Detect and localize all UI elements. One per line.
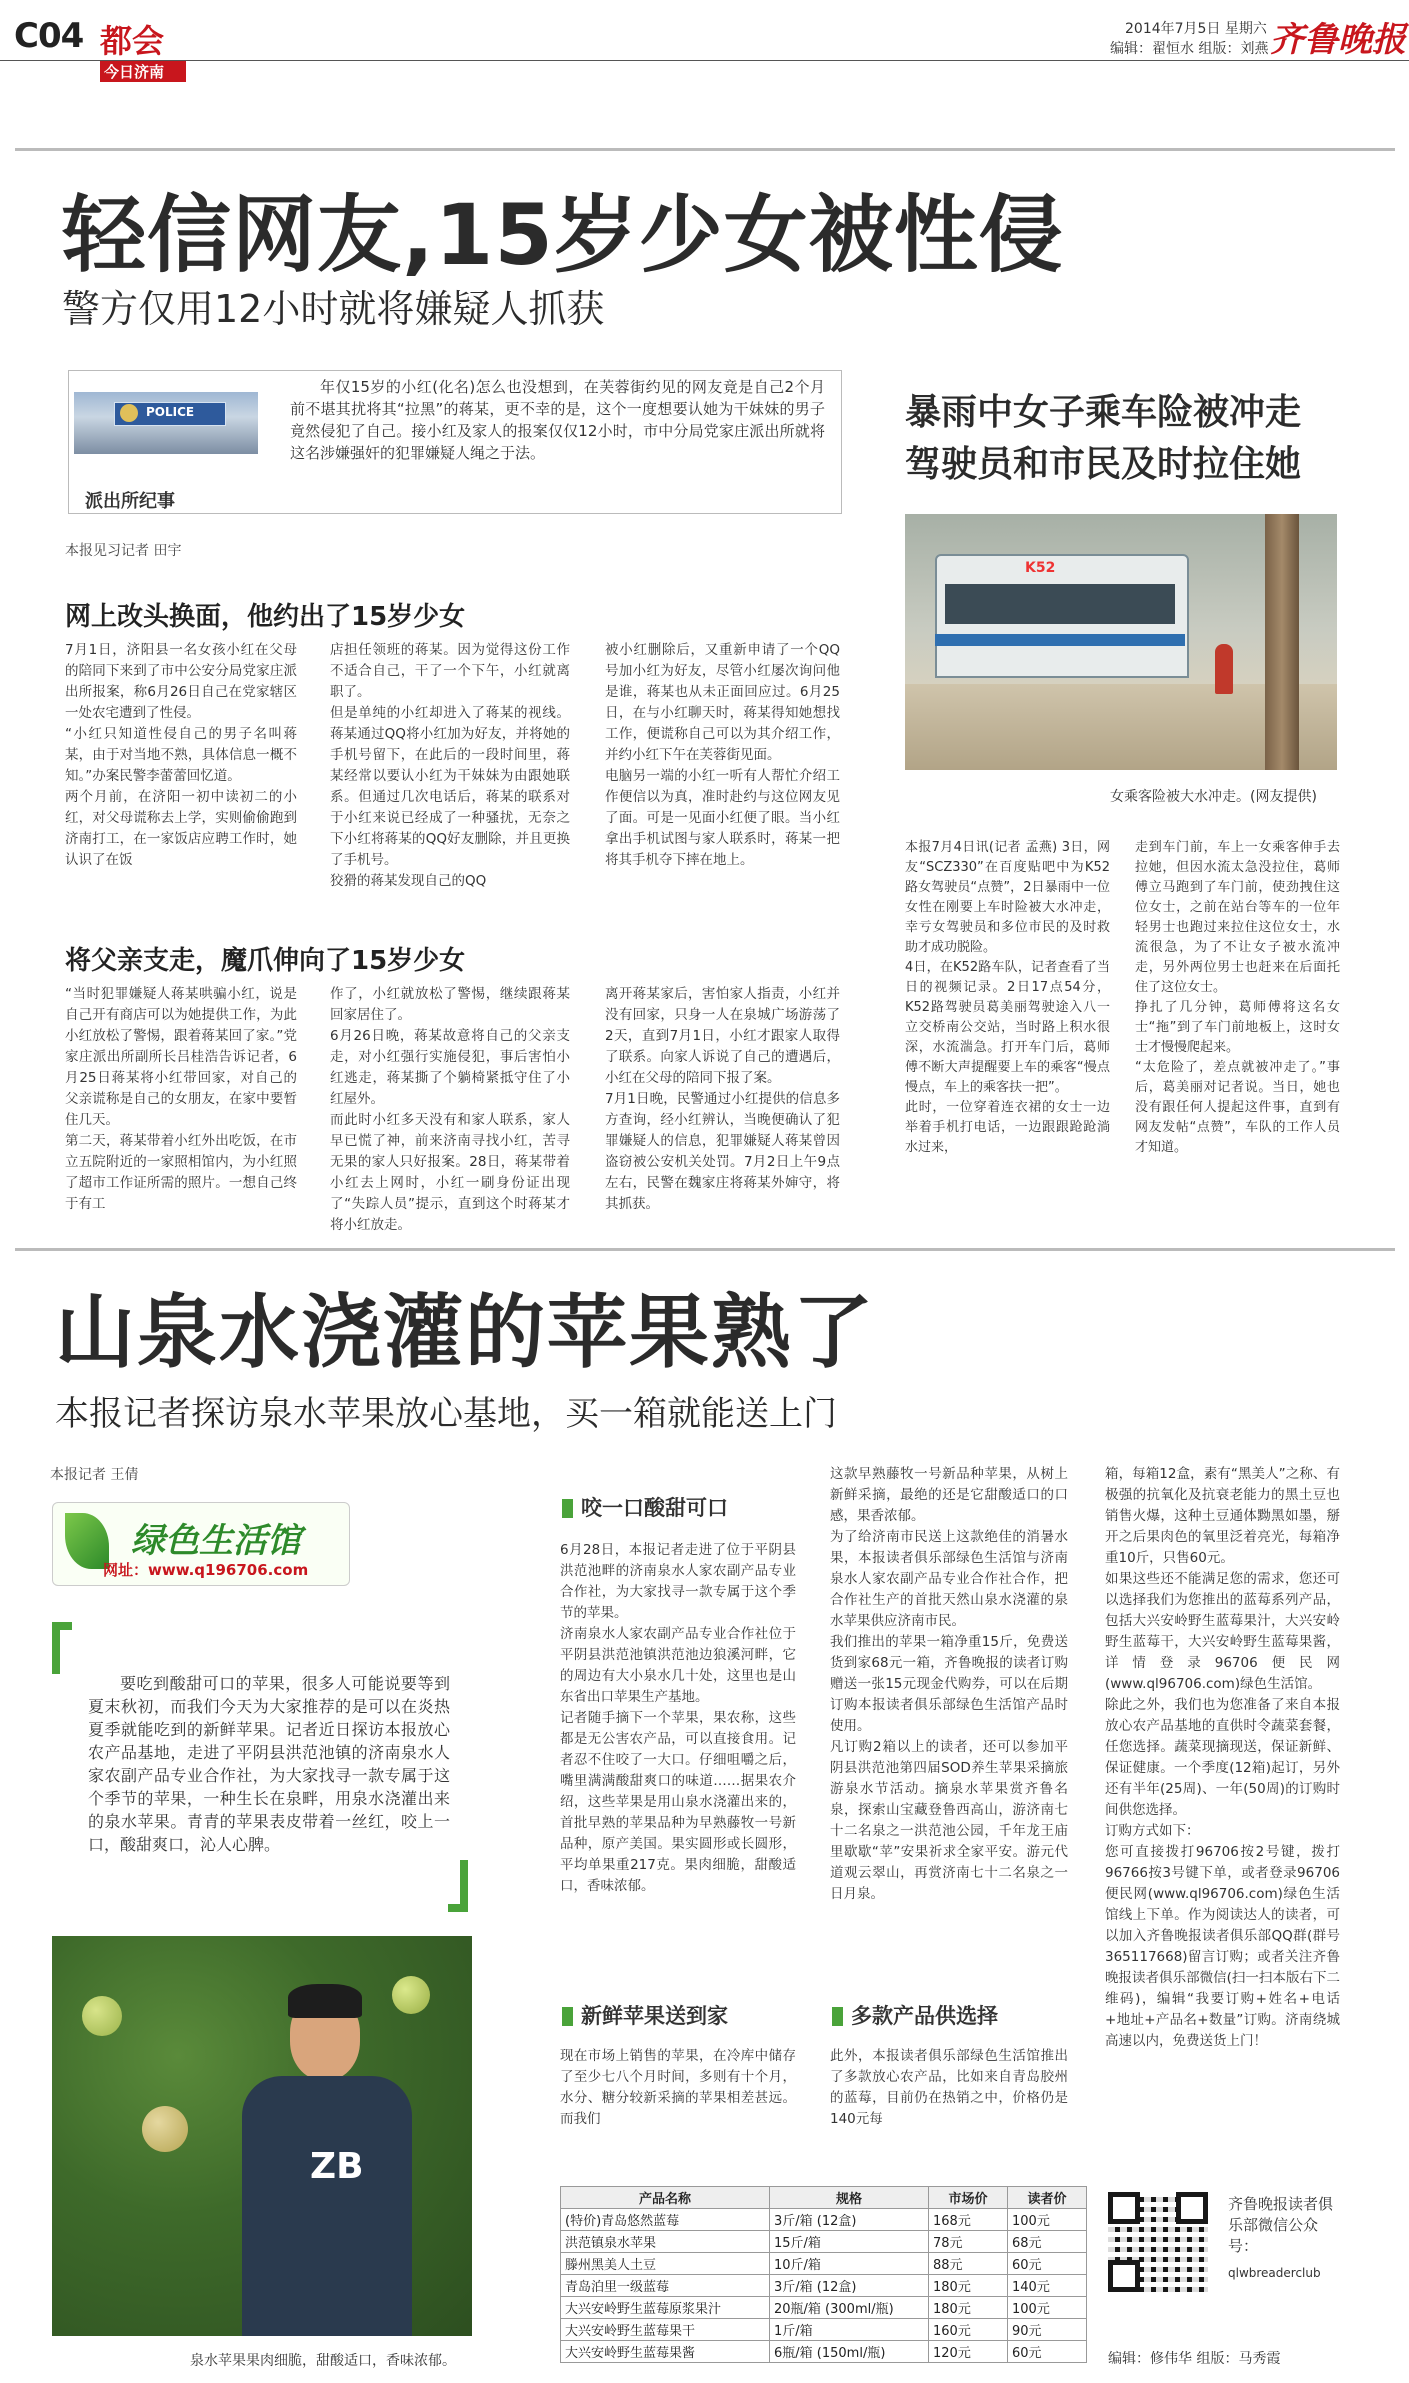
story1-subhead: 警方仅用12小时就将嫌疑人抓获 bbox=[62, 287, 605, 331]
product-spec: 6瓶/箱 (150ml/瓶) bbox=[770, 2341, 929, 2363]
table-header-row bbox=[561, 2187, 1087, 2209]
story1-section1-title: 网上改头换面，他约出了15岁少女 bbox=[65, 602, 466, 632]
col-header: 市场价 bbox=[929, 2187, 1008, 2209]
market-price: 160元 bbox=[929, 2319, 1008, 2341]
story1-intro: 年仅15岁的小红(化名)怎么也没想到，在芙蓉街约见的网友竟是自己2个月前不堪其扰将其“拉黑”的蒋某，更不幸的是，这个一度想要认她为干妹妹的男子竟然侵犯了自己。接小红及家人的报案仅仅12小时，市中分局党家庄派出所就将这名涉嫌强奸的犯罪嫌疑人绳之于法。 bbox=[290, 378, 825, 462]
col3-text: 这款早熟藤牧一号新品种苹果，从树上新鲜采摘，最绝的还是它甜酸适口的口感，果香浓郁。 为了给济南市民送上这款绝佳的消暑水果，本报读者俱乐部绿色生活馆与济南泉水人家农副产品专业合作社合作，把合作社生产的首批天然山泉水浇灌的泉水苹果供应济南市民。 我们推出的苹果一箱净重15斤，免费送货到家68元一箱，齐鲁晚报的读者订购赠送一张15元现金代购券，可以在后期订购本报读者俱乐部绿色生活馆产品时使用。 凡订购2箱以上的读者，还可以参加平阴县洪范池第四届SOD养生苹果采摘旅游泉水节活动。摘泉水苹果赏齐鲁名泉，探索山宝藏登鲁西高山，游济南七十二名泉之一洪范池公园，千年龙王庙里歇歇“苹”安果祈求全家平安。游元代道观云翠山，再赏济南七十二名泉之一日月泉。 bbox=[830, 1466, 1068, 1902]
market-price: 180元 bbox=[929, 2275, 1008, 2297]
police-sign-text: POLICE bbox=[146, 405, 195, 419]
product-spec: 20瓶/箱 (300ml/瓶) bbox=[770, 2297, 929, 2319]
apple-3 bbox=[392, 1976, 430, 2014]
qr-finder-bl bbox=[1108, 2260, 1140, 2292]
market-price: 168元 bbox=[929, 2209, 1008, 2231]
sec1-title bbox=[562, 1492, 728, 1522]
story3-intro: 要吃到酸甜可口的苹果，很多人可能说要等到夏末秋初，而我们今天为大家推荐的是可以在炎热夏季就能吃到的新鲜苹果。记者近日探访本报放心农产品基地，走进了平阴县洪范池镇的济南泉水人家农副产品专业合作社，为大家找寻一款专属于这个季节的苹果，一种生长在泉畔，用泉水浇灌出来的泉水苹果。青青的苹果表皮带着一丝红，咬上一口，酸甜爽口，沁人心脾。 bbox=[88, 1674, 450, 1854]
sec2-title bbox=[562, 2000, 728, 2030]
qr-finder-tl bbox=[1108, 2192, 1140, 2224]
apple-1 bbox=[82, 1996, 122, 2036]
reader-price: 140元 bbox=[1008, 2275, 1087, 2297]
sec1-title-text: 咬一口酸甜可口 bbox=[581, 1496, 728, 1520]
reader-price: 60元 bbox=[1008, 2341, 1087, 2363]
section-marker bbox=[562, 2007, 573, 2026]
bus-stripe bbox=[935, 634, 1185, 646]
top-divider bbox=[15, 148, 1395, 151]
reader-price: 90元 bbox=[1008, 2319, 1087, 2341]
story3-subhead: 本报记者探访泉水苹果放心基地，买一箱就能送上门 bbox=[55, 1394, 837, 1434]
product-name: 大兴安岭野生蓝莓果酱 bbox=[561, 2341, 770, 2363]
logo-url: 网址：www.q196706.com bbox=[103, 1561, 309, 1579]
market-price: 120元 bbox=[929, 2341, 1008, 2363]
sec2-title-text: 新鲜苹果送到家 bbox=[581, 2004, 728, 2028]
sec2-text: 现在市场上销售的苹果，在冷库中储存了至少七八个月时间，多则有十个月，水分、糖分较新采摘的苹果相差甚远。而我们 bbox=[560, 2048, 796, 2127]
apple-photo-caption: 泉水苹果果肉细脆，甜酸适口，香味浓郁。 bbox=[190, 2353, 456, 2369]
market-price: 88元 bbox=[929, 2253, 1008, 2275]
flood-bus-photo bbox=[905, 514, 1337, 770]
table-row bbox=[561, 2319, 1087, 2341]
apple-2 bbox=[142, 2106, 188, 2152]
sec3-title bbox=[832, 2000, 998, 2030]
police-station-photo bbox=[74, 392, 258, 454]
table-row bbox=[561, 2231, 1087, 2253]
qr-finder-tr bbox=[1176, 2192, 1208, 2224]
reader-price: 60元 bbox=[1008, 2253, 1087, 2275]
farmer-shirt bbox=[242, 2076, 412, 2336]
table-row bbox=[561, 2297, 1087, 2319]
table-row bbox=[561, 2275, 1087, 2297]
col4-text: 箱，每箱12盒，素有“黑美人”之称、有极强的抗氧化及抗衰老能力的黑土豆也销售火爆，这种土豆通体黝黑如墨，掰开之后果肉色的氧里泛着亮光，每箱净重10斤，只售60元。 如果这些还不能满足您的需求，您还可以选择我们为您推出的蓝莓系列产品，包括大兴安岭野生蓝莓果汁，大兴安岭野生蓝莓干，大兴安岭野生蓝莓果酱，详情登录96706便民网(www.ql96706.com)绿色生活馆。 除此之外，我们也为您准备了来自本报放心农产品基地的直供时令蔬菜套餐，任您选择。蔬菜现摘现送，保证新鲜、保证健康。一个季度(12箱)起订，另外还有半年(25周)、一年(50周)的订购时间供您选择。 订购方式如下： 您可直接拨打96706按2号键，拨打96766按3号键下单，或者登录96706便民网(www.ql96706.com)绿色生活馆线上下单。作为阅读达人的读者，可以加入齐鲁晚报读者俱乐部QQ群(群号365117668)留言订购；或者关注齐鲁晚报读者俱乐部微信(扫一扫本版右下二维码)，编辑“我要订购+姓名+电话+地址+产品名+数量”订购。济南绕城高速以内，免费送货上门！ bbox=[1105, 1466, 1340, 2049]
story1-s1-col1: 7月1日，济阳县一名女孩小红在父母的陪同下来到了市中公安分局党家庄派出所报案，称6月26日自己在党家辖区一处农宅遭到了性侵。 “小红只知道性侵自己的男子名叫蒋某，由于对当地不熟，具体信息一概不知。”办案民警李蕾蕾回忆道。 两个月前，在济阳一初中读初二的小红，对父母谎称去上学，实则偷偷跑到济南打工，在一家饭店应聘工作时，她认识了在饭 bbox=[65, 642, 297, 868]
police-emblem-icon bbox=[120, 404, 138, 422]
col-header: 产品名称 bbox=[561, 2187, 770, 2209]
story1-byline: 本报见习记者 田宇 bbox=[65, 543, 182, 559]
column-tag: 派出所纪事 bbox=[85, 491, 175, 512]
shirt-logo: ZB bbox=[310, 2146, 364, 2187]
story1-s1-col2: 店担任领班的蒋某。因为觉得这份工作不适合自己，干了一个下午，小红就离职了。 但是单纯的小红却进入了蒋某的视线。蒋某通过QQ将小红加为好友，并将她的手机号留下，在此后的一段时间里，蒋某经常以要认小红为干妹妹为由跟她联系。但通过几次电话后，蒋某的联系对于小红来说已经成了一种骚扰，无奈之下小红将蒋某的QQ好友删除，并且更换了手机号。 狡猾的蒋某发现自己的QQ bbox=[330, 642, 570, 889]
qr-account-id: qlwbreaderclub bbox=[1228, 2266, 1321, 2280]
story3-headline: 山泉水浇灌的苹果熟了 bbox=[55, 1286, 875, 1379]
story2-col1: 本报7月4日讯(记者 孟燕) 3日，网友“SCZ330”在百度贴吧中为K52路女驾驶员“点赞”，2日暴雨中一位女性在刚要上车时险被大水冲走，幸亏女驾驶员和多位市民的及时救助才成功脱险。 4日，在K52路车队，记者查看了当日的视频记录。2日17点54分，K52路驾驶员葛美丽驾驶途入八一立交桥南公交站，当时路上积水很深，水流湍急。打开车门后，葛师傅不断大声提醒要上车的乘客“慢点慢点，车上的乘客扶一把”。 此时，一位穿着连衣裙的女士一边举着手机打电话，一边跟跟跄跄淌水过来， bbox=[905, 840, 1110, 1155]
issue-date: 2014年7月5日 星期六 bbox=[1125, 21, 1267, 37]
col-header: 读者价 bbox=[1008, 2187, 1087, 2209]
market-price: 180元 bbox=[929, 2297, 1008, 2319]
reader-price: 100元 bbox=[1008, 2297, 1087, 2319]
reader-price: 68元 bbox=[1008, 2231, 1087, 2253]
product-name: 青岛泊里一级蓝莓 bbox=[561, 2275, 770, 2297]
story1-s2-col3: 离开蒋某家后，害怕家人指责，小红并没有回家，只身一人在泉城广场游荡了2天，直到7月1日，小红才跟家人取得了联系。向家人诉说了自己的遭遇后，小红在父母的陪同下报了案。 7月1日晚，民警通过小红提供的信息多方查询，经小红辨认，当晚便确认了犯罪嫌疑人的信息，犯罪嫌疑人蒋某曾因盗窃被公安机关处罚。7月2日上午9点左右，民警在魏家庄将蒋某外婶守，将其抓获。 bbox=[605, 986, 840, 1212]
masthead-rule bbox=[0, 60, 1409, 61]
page-number: C04 bbox=[14, 16, 84, 56]
sec3-text: 此外，本报读者俱乐部绿色生活馆推出了多款放心农产品，比如来自青岛胶州的蓝莓，目前仍在热销之中，价格仍是140元每 bbox=[830, 2048, 1068, 2127]
product-name: 大兴安岭野生蓝莓原浆果汁 bbox=[561, 2297, 770, 2319]
product-spec: 10斤/箱 bbox=[770, 2253, 929, 2275]
page-editors: 编辑：翟恒水 组版：刘燕 bbox=[1110, 41, 1269, 57]
section-marker bbox=[832, 2007, 843, 2026]
product-spec: 3斤/箱 (12盒) bbox=[770, 2209, 929, 2231]
footer-editors: 编辑：修伟华 组版：马秀霞 bbox=[1108, 2351, 1281, 2367]
masthead bbox=[0, 0, 1409, 90]
paper-logo: 齐鲁晚报 bbox=[1270, 20, 1406, 60]
green-life-logo bbox=[52, 1502, 350, 1586]
logo-name: 绿色生活馆 bbox=[131, 1521, 301, 1561]
product-spec: 15斤/箱 bbox=[770, 2231, 929, 2253]
story2-headline-1: 暴雨中女子乘车险被冲走 bbox=[905, 392, 1302, 433]
person-figure bbox=[1215, 644, 1233, 694]
section-name: 都会 bbox=[100, 22, 165, 60]
product-spec: 3斤/箱 (12盒) bbox=[770, 2275, 929, 2297]
table-row bbox=[561, 2209, 1087, 2231]
apple-farmer-photo bbox=[52, 1936, 472, 2336]
story2-col2: 走到车门前，车上一女乘客伸手去拉她，但因水流太急没拉住，葛师傅立马跑到了车门前，使劲拽住这位女士，之前在站台等车的一位年轻男士也跑过来拉住这位女士，水流很急，为了不让女子被水流冲走，另外两位男士也赶来在后面托住了这位女士。 挣扎了几分钟，葛师傅将这名女士“拖”到了车门前地板上，这时女士才慢慢爬起来。 “太危险了，差点就被冲走了。”事后，葛美丽对记者说。当日，她也没有跟任何人提起这件事，直到有网友发帖“点赞”，车队的工作人员才知道。 bbox=[1135, 840, 1340, 1155]
sec3-title-text: 多款产品供选择 bbox=[851, 2004, 998, 2028]
story1-s1-col3: 被小红删除后，又重新申请了一个QQ号加小红为好友，尽管小红屡次询问他是谁，蒋某也从未正面回应过。6月25日，在与小红聊天时，蒋某得知她想找工作，便谎称自己可以为其介绍工作，并约小红下午在芙蓉街见面。 电脑另一端的小红一听有人帮忙介绍工作便信以为真，准时赴约与这位网友见了面。可是一见面小红便了眼。当小红拿出手机试图与家人联系时，蒋某一把将其手机夺下摔在地上。 bbox=[605, 642, 840, 868]
product-table-wrap bbox=[560, 2186, 1087, 2363]
story1-s2-col2: 作了，小红就放松了警惕，继续跟蒋某回家居住了。 6月26日晚，蒋某故意将自己的父亲支走，对小红强行实施侵犯，事后害怕小红逃走，蒋某撕了个躺椅紧抵守住了小红屋外。 而此时小红多天没有和家人联系，家人早已慌了神，前来济南寻找小红，苦寻无果的家人只好报案。28日，蒋某带着小红去上网时，小红一刷身份证出现了“失踪人员”提示，直到这个时蒋某才将小红放走。 bbox=[330, 986, 570, 1233]
product-name: 滕州黑美人土豆 bbox=[561, 2253, 770, 2275]
product-name: (特价)青岛悠然蓝莓 bbox=[561, 2209, 770, 2231]
tree-trunk bbox=[1265, 514, 1299, 770]
flood-photo-caption: 女乘客险被大水冲走。(网友提供) bbox=[1110, 789, 1317, 805]
story3-byline: 本报记者 王倩 bbox=[50, 1467, 139, 1483]
table-row bbox=[561, 2253, 1087, 2275]
reader-price: 100元 bbox=[1008, 2209, 1087, 2231]
product-name: 大兴安岭野生蓝莓果干 bbox=[561, 2319, 770, 2341]
product-name: 洪范镇泉水苹果 bbox=[561, 2231, 770, 2253]
intro-bracket-bottom bbox=[448, 1860, 468, 1912]
product-spec: 1斤/箱 bbox=[770, 2319, 929, 2341]
story1-headline: 轻信网友,15岁少女被性侵 bbox=[62, 186, 1064, 284]
product-table bbox=[560, 2186, 1087, 2363]
story1-s2-col1: “当时犯罪嫌疑人蒋某哄骗小红，说是自己开有商店可以为她提供工作，为此小红放松了警惕，跟着蒋某回了家。”党家庄派出所副所长吕桂浩告诉记者，6月25日蒋某将小红带回家，对自己的父亲谎称是自己的女朋友，在家中要暂住几天。 第二天，蒋某带着小红外出吃饭，在市立五院附近的一家照相馆内，为小红照了超市工作证所需的照片。一想自己终于有工 bbox=[65, 986, 297, 1212]
bus-route-sign: K52 bbox=[1025, 560, 1056, 576]
section-marker bbox=[562, 1499, 573, 1518]
qr-description: 齐鲁晚报读者俱乐部微信公众号： bbox=[1228, 2195, 1334, 2255]
table-row bbox=[561, 2341, 1087, 2363]
subsection-name: 今日济南 bbox=[104, 63, 165, 81]
sec1-text: 6月28日，本报记者走进了位于平阴县洪范池畔的济南泉水人家农副产品专业合作社，为大家找寻一款专属于这个季节的苹果。 济南泉水人家农副产品专业合作社位于平阴县洪范池镇洪范池边狼溪河畔，它的周边有大小泉水几十处，这里也是山东省出口苹果生产基地。 记者随手摘下一个苹果，果农称，这些都是无公害农产品，可以直接食用。记者忍不住咬了一大口。仔细咀嚼之后，嘴里满满酸甜爽口的味道……据果农介绍，这些苹果是用山泉水浇灌出来的，首批早熟的苹果品种为早熟藤牧一号新品种，原产美国。果实圆形或长圆形，平均单果重217克。果肉细脆，甜酸适口，香味浓郁。 bbox=[560, 1542, 796, 1894]
story2-headline-2: 驾驶员和市民及时拉住她 bbox=[905, 444, 1302, 485]
wechat-qr-code bbox=[1108, 2192, 1208, 2292]
story1-section2-title: 将父亲支走，魔爪伸向了15岁少女 bbox=[65, 946, 466, 976]
mid-divider bbox=[15, 1248, 1395, 1251]
col-header: 规格 bbox=[770, 2187, 929, 2209]
market-price: 78元 bbox=[929, 2231, 1008, 2253]
intro-bracket-top bbox=[52, 1622, 72, 1674]
bus-windows bbox=[945, 584, 1175, 624]
farmer-hair bbox=[288, 1984, 362, 2018]
